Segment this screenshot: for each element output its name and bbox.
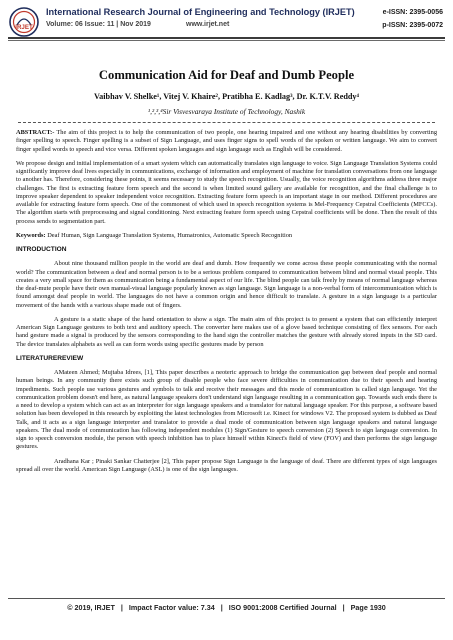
volume-issue <box>46 21 230 28</box>
section-separator <box>18 122 435 123</box>
p-issn: p-ISSN: 2395-0072 <box>382 22 443 29</box>
introduction-heading: INTRODUCTION <box>16 246 67 253</box>
footer-page-number: Page 1930 <box>350 603 386 612</box>
introduction-paragraph-2: A gesture is a static shape of the hand orientation to show a sign. The main aim of this project is to present a system that can efficiently interpret American Sign Language gestures to both text and auditory speech. The converter here makes use of a glove based technique consisting of flex sensors. For each hand gesture made a signal is produced by the sensors corresponding to the hand sign the controller matches the gesture with already stored inputs in the SD card. The device translates alphabets as well as can form words using specific gestures made by person <box>16 315 437 348</box>
affiliation: ¹,²,³,⁴Sir Visvesvaraya Institute of Technology, Nashik <box>147 107 306 116</box>
paper-title: Communication Aid for Deaf and Dumb People <box>98 68 355 82</box>
irjet-logo <box>9 7 39 37</box>
footer-divider: | <box>220 603 223 612</box>
paper-body <box>16 129 437 480</box>
introduction-paragraph-1: About nine thousand million people in the world are deaf and dumb. How frequently we come across these people communicating with the normal world? The communication between a deaf and normal person is to be a serious problem compared to communication between blind and normal visual people. This creates a very small space for them as communication being a fundamental aspect of our life. The blind people can talk freely by means of normal language whereas the deaf-mute people have their own manual-visual language popularly known as sign language. Sign language is a non-verbal form of intercommunication which is found amongst deaf people in world. The languages do not have a common origin and hence difficult to translate. A gesture in a sign language is a particular movement of the hands with a various shape made out of fingers. <box>16 260 437 309</box>
footer-copyright: © 2019, IRJET <box>67 603 115 612</box>
page-footer <box>0 603 453 612</box>
keywords-paragraph <box>16 232 437 240</box>
footer-rule <box>8 598 445 599</box>
footer-divider: | <box>120 603 123 612</box>
journal-url[interactable]: www.irjet.net <box>186 21 230 28</box>
footer-divider: | <box>342 603 345 612</box>
volume-text: Volume: 06 Issue: 11 | Nov 2019 <box>46 21 151 28</box>
footer-iso: ISO 9001:2008 Certified Journal <box>228 603 337 612</box>
literature-paragraph-2: Aradhana Kar ; Pinaki Sankar Chatterjee [2], This paper propose Sign Language is the language of deaf. There are different types of sign languages spread all over the world. American Sign Language (ASL) is one of the sign languages. <box>16 457 437 473</box>
svg-text:IRJET: IRJET <box>15 24 33 31</box>
abstract-label: ABSTRACT:- <box>16 129 55 136</box>
abstract-text: The aim of this project is to help the communication of two people, one hearing impaired and one without any hearing disabilities by converting finger spelling to speech. Finger spelling is a subset of Sign Language, and uses finger signs to spell words of the spoken or written language. We aim to convert finger spelled words to speech and vice versa. Different spoken languages and sign language such as English will be considered. <box>16 129 437 153</box>
keywords-text: Deaf Human, Sign Language Translation Systems, Humatronics, Automatic Speech Recognition <box>45 231 293 239</box>
literature-heading: LITERATUREREVIEW <box>16 354 84 362</box>
footer-impact-factor: Impact Factor value: 7.34 <box>128 603 215 612</box>
header-rule-thin <box>8 40 445 41</box>
author-list: Vaibhav V. Shelke¹, Vitej V. Khaire², Pratibha E. Kadlag³, Dr. K.T.V. Reddy⁴ <box>94 92 359 101</box>
keywords-label: Keywords: <box>16 231 46 239</box>
abstract-paragraph <box>16 129 437 154</box>
literature-paragraph-1: AMateen Ahmed; Mujtaba Idrees, [1], This paper describes a neoteric approach to bridge the communication gap between deaf people and normal human beings. In any community there exists such group of disable people who face severe difficulties in communication due to their speech and hearing impediments. Such people use various gestures and symbols to talk and receive their messages and this mode of communication is called sign language. Yet the communication problem doesn't end here, as natural language speakers don't understand sign language resulting in a communication gap. Towards such ends there is a need to develop a system which can act as an interpreter for sign language speakers and a translator for natural language speaker. For this purpose, a software based solution has been developed in this research by exploiting the latest technologies from Microsoft i.e. Kinect for windows V2. The proposed system is dubbed as Deaf Talk, and it acts as a sign language interpreter and translator to provide a dual mode of communication between sign language speakers and natural language speakers. The dual mode of communication has following independent modules (1) Sign/Gesture to speech conversion (2) Speech to sign language conversion. In sign to speech conversion module, the person with speech inhibition has to place himself within Kinect's field of view (FOV) and then performs the sign language gestures. <box>16 369 437 451</box>
journal-title: International Research Journal of Engineering and Technology (IRJET) <box>46 7 355 17</box>
header-rule <box>8 37 445 39</box>
e-issn: e-ISSN: 2395-0056 <box>382 9 443 16</box>
abstract-paragraph-2: We propose design and initial implementation of a smart system which can automatically translates sign language to voice. Sign Language Translation Systems could significantly improve deaf lives especially in communications, exchange of information and employment of machine for translation conversations from one language to another has. Therefore, considering these points, it seems necessary to study the speech recognition. Usually, the voice recognition algorithms address three major challenges. The first is extracting feature form speech and the second is when limited sound gallery are available for recognition, and the final challenge is to improve speaker dependent to speaker independent voice recognition. Extracting feature form speech is an important stage in our method. Different procedures are available for extracting feature form speech. One of the commonest of which used in speech recognition systems is Mel-Frequency Cepstral Coefficients (MFCCs). The algorithm starts with preprocessing and signal conditioning. Next extracting feature form speech using Cepstral coefficients will be done. Then the result of this process sends to segmentation part. <box>16 159 437 225</box>
journal-header <box>0 0 453 44</box>
